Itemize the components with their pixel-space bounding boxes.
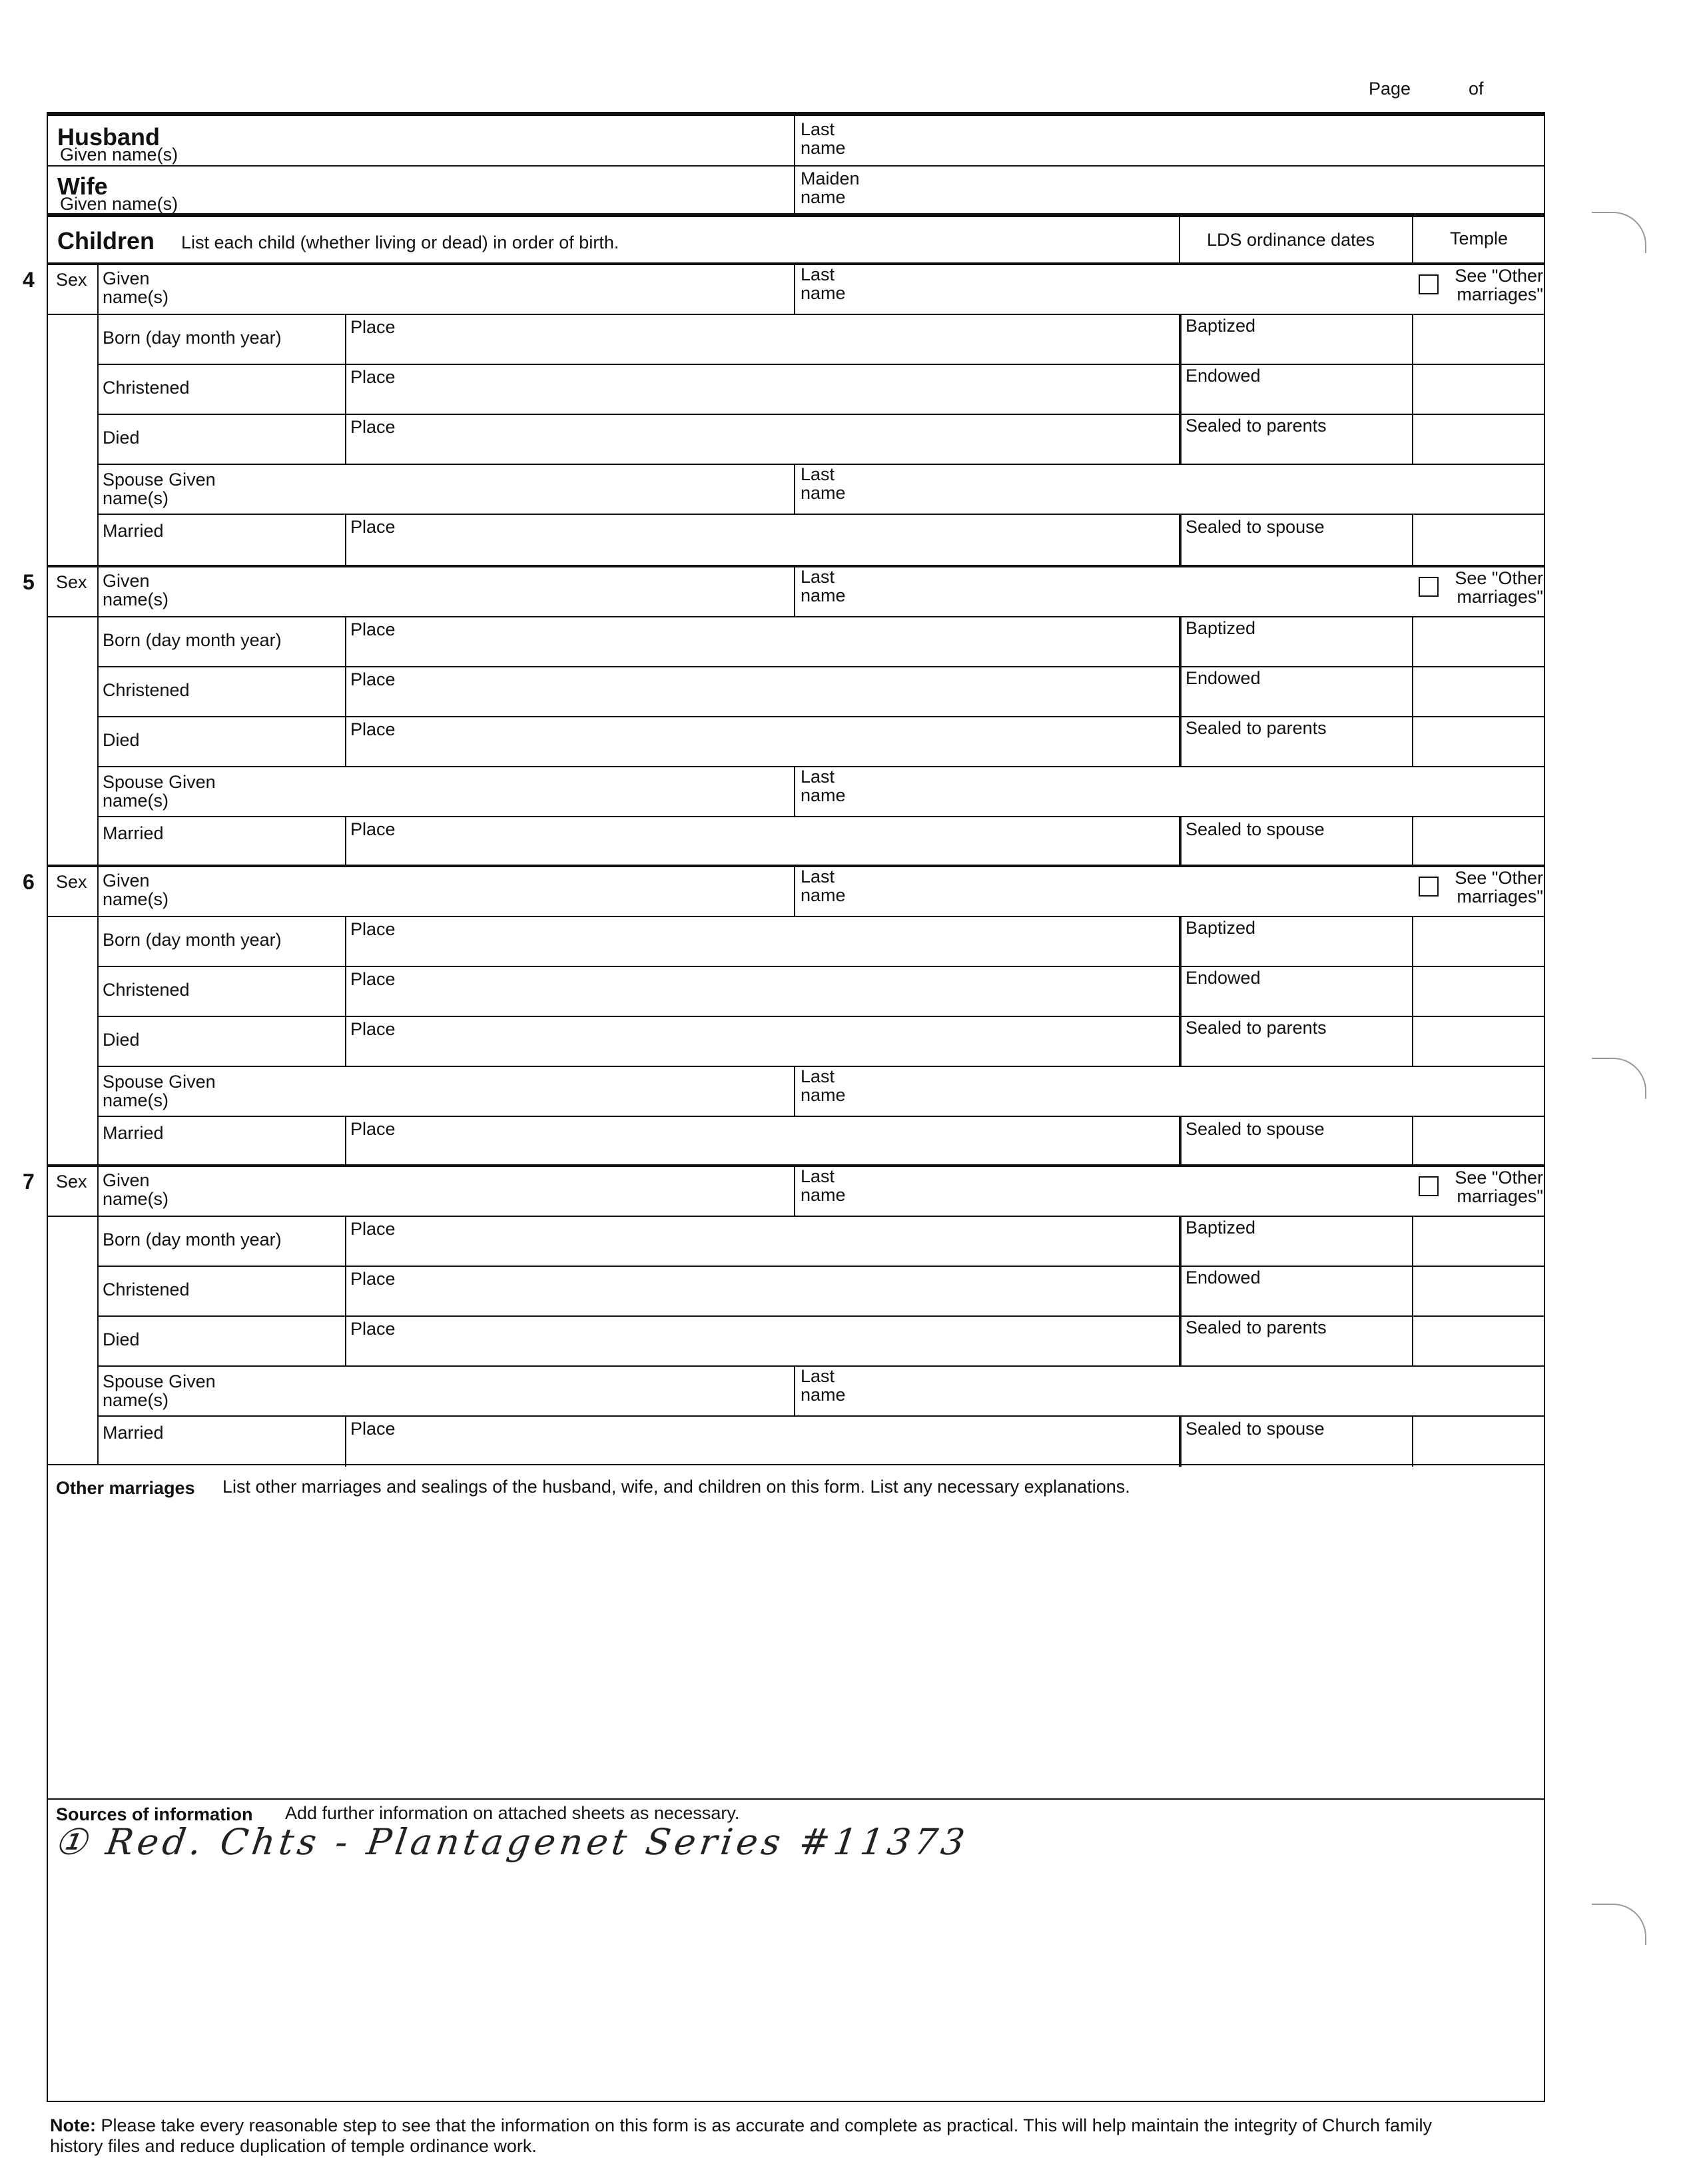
wife-title: Wife: [57, 173, 108, 200]
sealed-spouse-date-field[interactable]: [1183, 817, 1409, 867]
child-number: 6: [23, 870, 35, 894]
sealed-to-spouse-label: Sealed to spouse: [1186, 1419, 1325, 1439]
child-last-field[interactable]: [867, 1167, 1371, 1216]
see-other-marriages-checkbox[interactable]: [1419, 1176, 1439, 1196]
christened-place-field[interactable]: [348, 1267, 1176, 1315]
other-marriages-field[interactable]: [55, 1505, 1537, 1792]
child-number: 5: [23, 570, 35, 594]
child-number: 4: [23, 268, 35, 292]
endowed-temple-field[interactable]: [1415, 365, 1544, 414]
place-label: Place: [350, 417, 396, 437]
died-date-field[interactable]: [97, 1317, 344, 1365]
sealed-spouse-date-field[interactable]: [1183, 1117, 1409, 1167]
endowed-temple-field[interactable]: [1415, 667, 1544, 716]
married-date-field[interactable]: [97, 1417, 344, 1467]
baptized-temple-field[interactable]: [1415, 315, 1544, 364]
married-place-field[interactable]: [348, 1417, 1176, 1467]
sealed-spouse-temple-field[interactable]: [1415, 817, 1544, 867]
sealed_parents-date-field[interactable]: [1183, 1317, 1409, 1365]
footer-note: [50, 2115, 1475, 2157]
died-place-field[interactable]: [348, 717, 1176, 766]
born-label: Born (day month year): [103, 328, 282, 348]
spouse-given-field[interactable]: [257, 1367, 790, 1415]
died-label: Died: [103, 428, 140, 448]
endowed-label: Endowed: [1186, 366, 1261, 386]
see-other-marriages-label: See "Other marriages": [1455, 868, 1543, 907]
christened-place-field[interactable]: [348, 365, 1176, 414]
sealed_parents-temple-field[interactable]: [1415, 415, 1544, 464]
other-marriages-title: Other marriages: [56, 1478, 195, 1498]
place-label: Place: [350, 367, 396, 387]
sealed-spouse-temple-field[interactable]: [1415, 515, 1544, 565]
sealed-to-spouse-label: Sealed to spouse: [1186, 819, 1325, 839]
spouse-label: Spouse Given name(s): [103, 1371, 216, 1410]
christened-label: Christened: [103, 680, 190, 700]
born-label: Born (day month year): [103, 930, 282, 950]
endowed-label: Endowed: [1186, 1268, 1261, 1287]
born-date-field[interactable]: [97, 917, 344, 966]
sources-field[interactable]: [55, 1832, 1537, 2094]
born-place-field[interactable]: [348, 617, 1176, 666]
given-name-label: Given name(s): [103, 268, 169, 307]
sealed_parents-label: Sealed to parents: [1186, 1018, 1327, 1038]
see-other-marriages-label: See "Other marriages": [1455, 1168, 1543, 1206]
endowed-label: Endowed: [1186, 668, 1261, 688]
place-label: Place: [350, 317, 396, 337]
baptized-temple-field[interactable]: [1415, 617, 1544, 666]
spouse-last-field[interactable]: [867, 1067, 1544, 1116]
christened-place-field[interactable]: [348, 667, 1176, 716]
given-name-label: Given name(s): [103, 571, 169, 609]
christened-date-field[interactable]: [97, 1267, 344, 1315]
spouse-last-field[interactable]: [867, 767, 1544, 816]
sealed_parents-temple-field[interactable]: [1415, 1317, 1544, 1365]
child-last-field[interactable]: [867, 867, 1371, 916]
born-place-field[interactable]: [348, 1217, 1176, 1266]
of-label: of: [1469, 79, 1484, 99]
husband-row: [48, 116, 1544, 167]
place-label: Place: [350, 1119, 396, 1139]
sealed_parents-date-field[interactable]: [1183, 717, 1409, 766]
place-label: Place: [350, 1019, 396, 1039]
christened-date-field[interactable]: [97, 967, 344, 1016]
binder-hole-mark: [1592, 212, 1646, 253]
endowed-date-field[interactable]: [1183, 667, 1409, 716]
child-block: [23, 1164, 1544, 1464]
binder-hole-mark: [1592, 1904, 1646, 1945]
baptized-date-field[interactable]: [1183, 315, 1409, 364]
christened-label: Christened: [103, 378, 190, 398]
child-last-field[interactable]: [867, 265, 1371, 314]
spouse-last-label: Last name: [801, 464, 846, 503]
born-place-field[interactable]: [348, 315, 1176, 364]
sex-label: Sex: [56, 872, 87, 892]
sealed-spouse-date-field[interactable]: [1183, 1417, 1409, 1467]
sealed_parents-date-field[interactable]: [1183, 1017, 1409, 1066]
child-block: [23, 865, 1544, 1164]
husband-last-label: Last name: [801, 119, 846, 158]
given-name-label: Given name(s): [103, 871, 169, 909]
place-label: Place: [350, 969, 396, 989]
wife-row: [48, 167, 1544, 217]
spouse-label: Spouse Given name(s): [103, 772, 216, 811]
wife-given-field[interactable]: [221, 167, 788, 213]
died-label: Died: [103, 1329, 140, 1349]
other-marriages-section: [48, 1464, 1544, 1800]
married-date-field[interactable]: [97, 1117, 344, 1167]
died-place-field[interactable]: [348, 415, 1176, 464]
sealed-to-spouse-label: Sealed to spouse: [1186, 1119, 1325, 1139]
christened-place-field[interactable]: [348, 967, 1176, 1016]
sealed-to-spouse-label: Sealed to spouse: [1186, 517, 1325, 537]
sealed-spouse-date-field[interactable]: [1183, 515, 1409, 565]
last-name-label: Last name: [801, 867, 846, 905]
died-place-field[interactable]: [348, 1317, 1176, 1365]
christened-date-field[interactable]: [97, 365, 344, 414]
place-label: Place: [350, 1319, 396, 1339]
died-date-field[interactable]: [97, 415, 344, 464]
child-given-field[interactable]: [181, 1167, 788, 1216]
sealed_parents-label: Sealed to parents: [1186, 718, 1327, 738]
husband-title: Husband: [57, 123, 161, 151]
place-label: Place: [350, 1419, 396, 1439]
endowed-temple-field[interactable]: [1415, 967, 1544, 1016]
sealed_parents-temple-field[interactable]: [1415, 717, 1544, 766]
wife-maiden-label: Maiden name: [801, 169, 860, 207]
place-label: Place: [350, 1219, 396, 1239]
see-other-marriages-checkbox[interactable]: [1419, 877, 1439, 897]
born-date-field[interactable]: [97, 315, 344, 364]
spouse-given-field[interactable]: [257, 767, 790, 816]
endowed-date-field[interactable]: [1183, 365, 1409, 414]
child-given-field[interactable]: [181, 567, 788, 616]
given-name-label: Given name(s): [103, 1170, 169, 1209]
christened-label: Christened: [103, 1279, 190, 1299]
baptized-label: Baptized: [1186, 1218, 1256, 1238]
page-label: Page: [1369, 79, 1411, 99]
endowed-date-field[interactable]: [1183, 1267, 1409, 1315]
married-label: Married: [103, 1423, 164, 1443]
sealed-spouse-temple-field[interactable]: [1415, 1117, 1544, 1167]
temple-label: Temple: [1450, 228, 1509, 248]
baptized-date-field[interactable]: [1183, 1217, 1409, 1266]
died-date-field[interactable]: [97, 1017, 344, 1066]
endowed-label: Endowed: [1186, 968, 1261, 988]
spouse-last-label: Last name: [801, 1066, 846, 1105]
lds-ordinance-dates-label: LDS ordinance dates: [1207, 230, 1375, 250]
baptized-temple-field[interactable]: [1415, 1217, 1544, 1266]
see-other-marriages-checkbox[interactable]: [1419, 274, 1439, 294]
place-label: Place: [350, 1269, 396, 1289]
sealed_parents-temple-field[interactable]: [1415, 1017, 1544, 1066]
baptized-label: Baptized: [1186, 316, 1256, 336]
note-label: Note:: [50, 2115, 96, 2135]
died-label: Died: [103, 1030, 140, 1050]
place-label: Place: [350, 719, 396, 739]
husband-last-field[interactable]: [867, 116, 1544, 165]
husband-given-label: Given name(s): [60, 145, 178, 165]
children-title: Children: [57, 227, 155, 254]
married-place-field[interactable]: [348, 515, 1176, 565]
born-place-field[interactable]: [348, 917, 1176, 966]
children-instruction: List each child (whether living or dead) in order of birth.: [181, 232, 619, 252]
child-given-field[interactable]: [181, 265, 788, 314]
place-label: Place: [350, 669, 396, 689]
married-place-field[interactable]: [348, 1117, 1176, 1167]
married-label: Married: [103, 823, 164, 843]
baptized-label: Baptized: [1186, 618, 1256, 638]
married-label: Married: [103, 521, 164, 541]
baptized-label: Baptized: [1186, 918, 1256, 938]
spouse-label: Spouse Given name(s): [103, 1072, 216, 1110]
spouse-label: Spouse Given name(s): [103, 470, 216, 508]
see-other-marriages-label: See "Other marriages": [1455, 266, 1543, 304]
christened-date-field[interactable]: [97, 667, 344, 716]
married-date-field[interactable]: [97, 515, 344, 565]
handwritten-source-entry: ① Red. Chts - Plantagenet Series #11373: [51, 1821, 972, 1863]
baptized-date-field[interactable]: [1183, 917, 1409, 966]
married-date-field[interactable]: [97, 817, 344, 867]
wife-maiden-field[interactable]: [880, 167, 1544, 213]
place-label: Place: [350, 819, 396, 839]
sealed_parents-label: Sealed to parents: [1186, 416, 1327, 436]
see-other-marriages-checkbox[interactable]: [1419, 577, 1439, 597]
spouse-last-field[interactable]: [867, 465, 1544, 514]
child-block: [23, 565, 1544, 865]
married-label: Married: [103, 1123, 164, 1143]
baptized-temple-field[interactable]: [1415, 917, 1544, 966]
born-label: Born (day month year): [103, 630, 282, 650]
christened-label: Christened: [103, 980, 190, 1000]
sex-label: Sex: [56, 1172, 87, 1192]
spouse-last-field[interactable]: [867, 1367, 1544, 1415]
see-other-marriages-label: See "Other marriages": [1455, 568, 1543, 607]
sealed_parents-date-field[interactable]: [1183, 415, 1409, 464]
died-date-field[interactable]: [97, 717, 344, 766]
place-label: Place: [350, 517, 396, 537]
child-given-field[interactable]: [181, 867, 788, 916]
child-block: [23, 264, 1544, 565]
husband-given-field[interactable]: [221, 116, 788, 165]
baptized-date-field[interactable]: [1183, 617, 1409, 666]
married-place-field[interactable]: [348, 817, 1176, 867]
family-group-record-form: [23, 112, 1545, 2102]
sealed_parents-label: Sealed to parents: [1186, 1317, 1327, 1337]
sex-label: Sex: [56, 572, 87, 592]
last-name-label: Last name: [801, 1166, 846, 1205]
sources-title: Sources of information: [56, 1804, 253, 1824]
place-label: Place: [350, 619, 396, 639]
born-label: Born (day month year): [103, 1230, 282, 1250]
died-place-field[interactable]: [348, 1017, 1176, 1066]
spouse-last-label: Last name: [801, 767, 846, 805]
other-marriages-instruction: List other marriages and sealings of the husband, wife, and children on this form. List any necessary explanations.: [222, 1477, 1130, 1497]
spouse-last-label: Last name: [801, 1366, 846, 1405]
spouse-given-field[interactable]: [257, 1067, 790, 1116]
endowed-temple-field[interactable]: [1415, 1267, 1544, 1315]
endowed-date-field[interactable]: [1183, 967, 1409, 1016]
child-last-field[interactable]: [867, 567, 1371, 616]
children-header: [48, 217, 1544, 265]
last-name-label: Last name: [801, 567, 846, 605]
binder-hole-mark: [1592, 1058, 1646, 1099]
place-label: Place: [350, 919, 396, 939]
sealed-spouse-temple-field[interactable]: [1415, 1417, 1544, 1467]
spouse-given-field[interactable]: [257, 465, 790, 514]
sources-instruction: Add further information on attached sheets as necessary.: [285, 1803, 740, 1823]
died-label: Died: [103, 730, 140, 750]
sex-label: Sex: [56, 270, 87, 290]
born-date-field[interactable]: [97, 617, 344, 666]
wife-given-label: Given name(s): [60, 194, 178, 214]
child-number: 7: [23, 1170, 35, 1194]
born-date-field[interactable]: [97, 1217, 344, 1266]
last-name-label: Last name: [801, 264, 846, 303]
note-text: Please take every reasonable step to see that the information on this form is as accurate and complete as practical. This will help maintain the integrity of Church family history files and reduce duplication of temple ordinance work.: [50, 2115, 1433, 2156]
